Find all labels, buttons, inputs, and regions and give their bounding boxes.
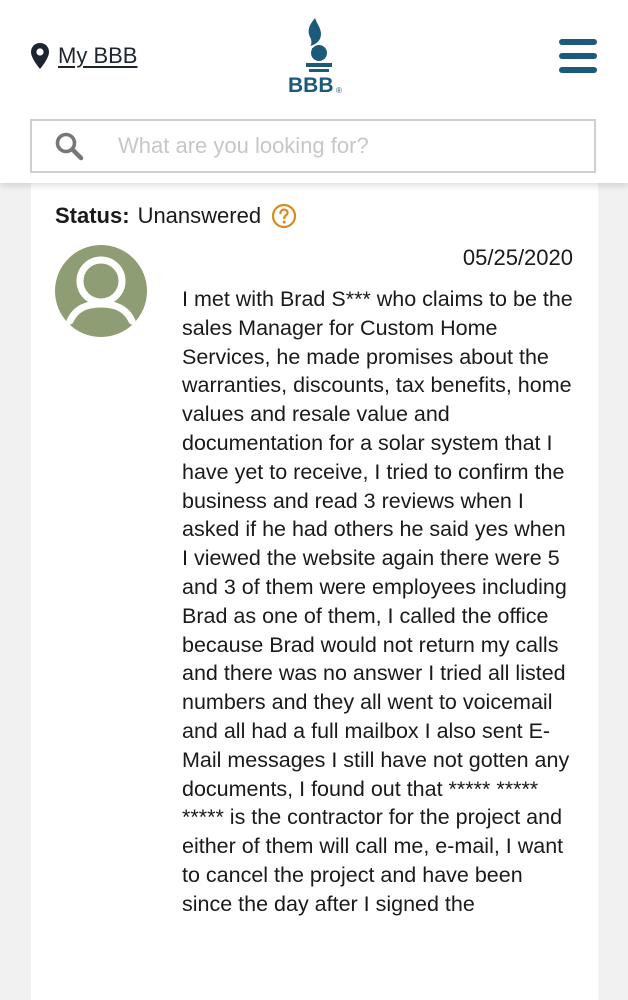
search-input[interactable]	[116, 132, 594, 160]
my-bbb-link[interactable]	[30, 40, 137, 72]
location-pin-icon	[30, 42, 50, 70]
bbb-logo[interactable]	[286, 16, 348, 96]
complaint-status	[55, 203, 297, 229]
bbb-logo-text: BBB	[288, 74, 334, 96]
user-avatar-icon	[55, 245, 147, 337]
question-circle-icon[interactable]	[271, 203, 297, 229]
site-header	[0, 0, 628, 183]
bbb-logo-registered: ®	[336, 86, 342, 95]
status-value: Unanswered	[137, 203, 262, 228]
hamburger-icon	[558, 37, 598, 75]
complaint-card	[31, 183, 598, 1000]
hamburger-menu-button[interactable]	[558, 37, 598, 75]
status-label: Status:	[55, 203, 130, 228]
my-bbb-label: My BBB	[58, 43, 138, 68]
search-icon[interactable]	[54, 131, 84, 161]
search-bar	[30, 119, 596, 173]
complaint-text: I met with Brad S*** who claims to be the sales Manager for Custom Home Services, he made promises about the warranties, discounts, tax benefits, home values and resale value and documentation for a solar system that I have yet to receive, I tried to confirm the business and read 3 reviews when I asked if he had others he said yes when I viewed the website again there were 5 and 3 of them were employees including Brad as one of them, I called the office because Brad would not return my calls and there was no answer I tried all listed numbers and they all went to voicemail and all had a full mailbox I also sent E-Mail messages I still have not gotten any documents, I found out that ***** ***** ***** is the contractor for the project and either of them will call me, e-mail, I want to cancel the project and have been since the day after I signed the	[182, 287, 573, 916]
complaint-date: 05/25/2020	[462, 245, 573, 270]
